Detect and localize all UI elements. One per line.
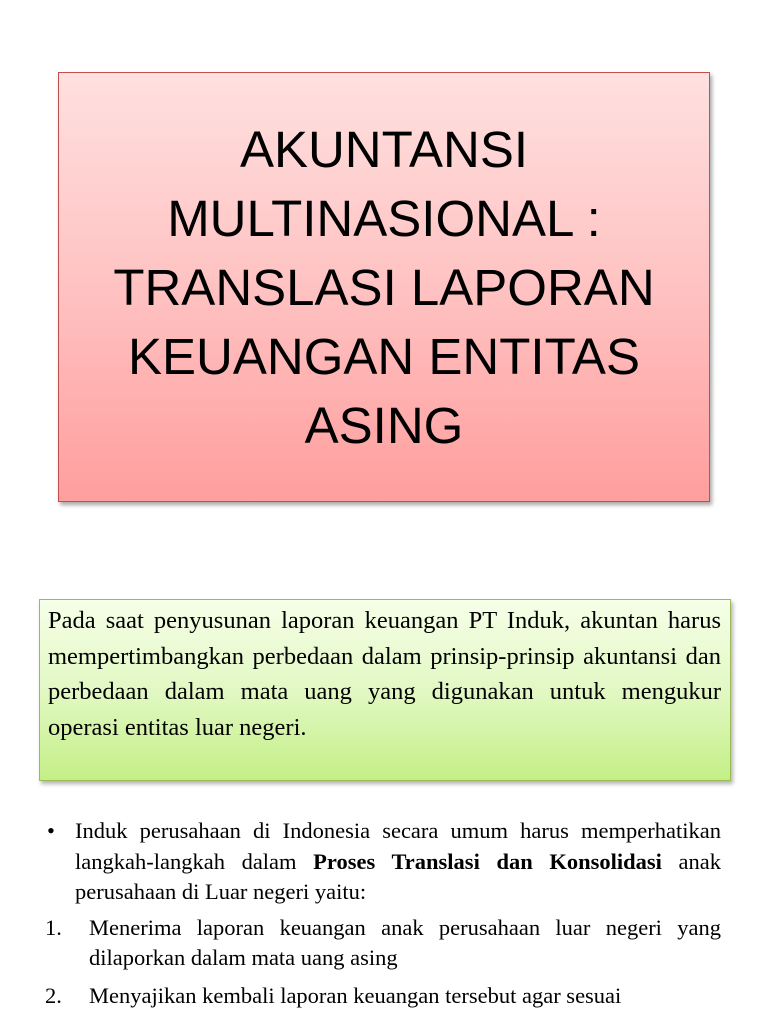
step-text: Menerima laporan keuangan anak perusahaan luar negeri yang dilaporkan dalam mata uang asing bbox=[89, 914, 721, 970]
title-line: TRANSLASI LAPORAN bbox=[113, 258, 655, 316]
title-box bbox=[58, 72, 710, 502]
content-body bbox=[45, 816, 721, 1018]
bullet-text-end: anak perusahaan di Luar negeri yaitu: bbox=[75, 848, 721, 904]
intro-box bbox=[39, 599, 731, 781]
step-item-1 bbox=[45, 913, 721, 974]
bullet-bold-text: Proses Translasi dan Konsolidasi bbox=[313, 848, 662, 874]
step-text: Menyajikan kembali laporan keuangan tersebut agar sesuai bbox=[89, 982, 622, 1008]
title-line: AKUNTANSI bbox=[239, 120, 529, 178]
step-number: 2. bbox=[45, 982, 62, 1008]
step-number: 1. bbox=[45, 914, 62, 940]
title-line: ASING bbox=[304, 396, 464, 454]
intro-paragraph: Pada saat penyusunan laporan keuangan PT Induk, akuntan harus mempertimbangkan perbedaan dalam prinsip-prinsip akuntansi dan perbedaan dalam mata uang yang digunakan untuk mengukur operasi entitas luar negeri. bbox=[48, 607, 721, 741]
title-line: MULTINASIONAL : bbox=[167, 189, 601, 247]
bullet-item bbox=[45, 816, 721, 908]
step-item-2 bbox=[45, 981, 721, 1012]
bullet-text: Induk perusahaan di Indonesia secara umum harus memperhatikan langkah-langkah dalam bbox=[75, 818, 721, 874]
slide-title bbox=[103, 115, 664, 460]
title-line: KEUANGAN ENTITAS bbox=[128, 327, 640, 385]
bullet-marker: • bbox=[47, 818, 55, 843]
